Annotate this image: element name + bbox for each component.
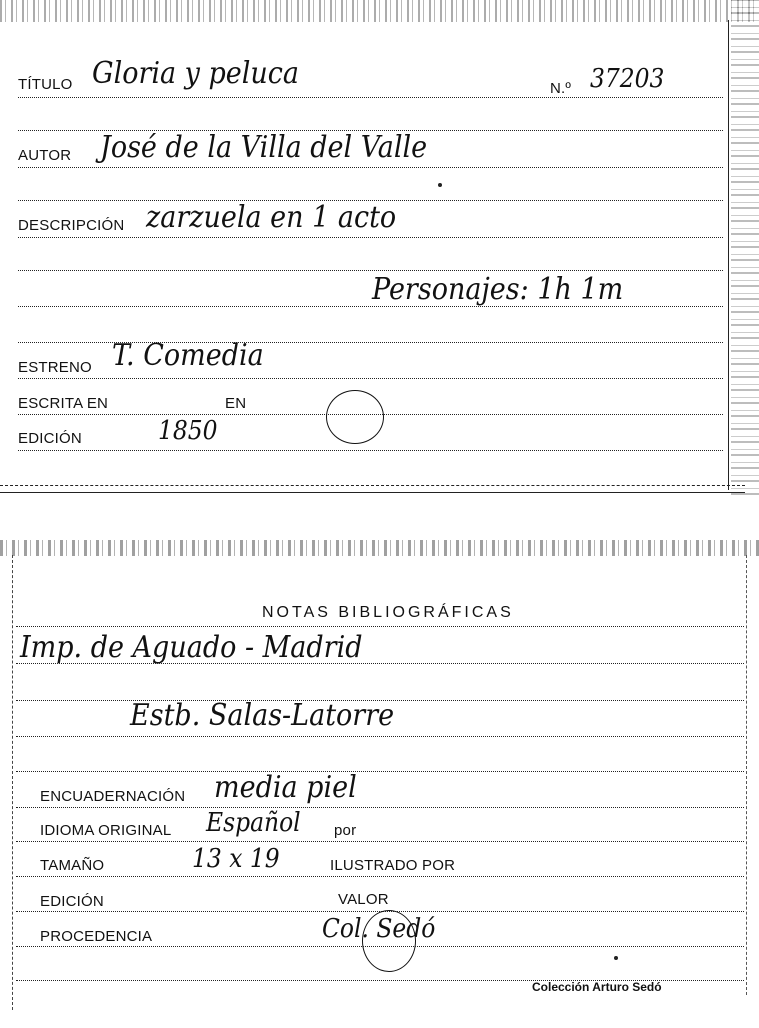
catalog-card-front: [0, 0, 759, 495]
card-border: [746, 555, 747, 995]
card-bottom-edge: [0, 492, 745, 493]
card-bottom-edge: [0, 485, 745, 488]
line-rule: [18, 97, 723, 98]
descripcion-label: DESCRIPCIÓN: [18, 217, 125, 234]
titulo-label: TÍTULO: [18, 76, 73, 93]
line-rule: [16, 700, 744, 701]
line-rule: [16, 807, 744, 808]
notas-heading: NOTAS BIBLIOGRÁFICAS: [262, 604, 514, 621]
line-rule: [16, 876, 744, 877]
en-label: EN: [225, 395, 247, 412]
encuadernacion-label: ENCUADERNACIÓN: [40, 788, 186, 805]
line-rule: [18, 167, 723, 168]
ink-mark: [614, 956, 618, 960]
valor-label: VALOR: [338, 891, 389, 908]
estreno-label: ESTRENO: [18, 359, 92, 376]
idioma-label: IDIOMA ORIGINAL: [40, 822, 172, 839]
stamp-circle: [362, 910, 416, 972]
tamano-value: 13 x 19: [192, 844, 280, 874]
card-edge-texture: [731, 0, 759, 495]
tamano-label: TAMAÑO: [40, 857, 105, 874]
escrita-en-label: ESCRITA EN: [18, 395, 109, 412]
numero-value: 37203: [590, 64, 665, 94]
nota-line-2: Estb. Salas-Latorre: [130, 698, 395, 733]
estreno-value: T. Comedia: [112, 338, 264, 373]
autor-label: AUTOR: [18, 147, 72, 164]
edicion-value: 1850: [158, 416, 218, 446]
autor-value: José de la Villa del Valle: [100, 130, 428, 165]
nota-line-1: Imp. de Aguado - Madrid: [20, 630, 363, 665]
line-rule: [16, 736, 744, 737]
card-border: [12, 555, 13, 1010]
line-rule: [16, 663, 744, 664]
line-rule: [16, 841, 744, 842]
card-edge-texture: [0, 540, 759, 556]
line-rule: [16, 771, 744, 772]
line-rule: [18, 237, 723, 238]
card-edge-texture: [0, 0, 759, 22]
procedencia-label: PROCEDENCIA: [40, 928, 153, 945]
line-rule: [16, 626, 744, 627]
ilustrado-label: ILUSTRADO POR: [330, 857, 456, 874]
line-rule: [18, 450, 723, 451]
line-rule: [18, 378, 723, 379]
edicion-label: EDICIÓN: [18, 430, 82, 447]
ink-mark: [438, 183, 442, 187]
line-rule: [16, 946, 744, 947]
por-label: por: [334, 822, 357, 839]
collection-footer: Colección Arturo Sedó: [532, 980, 662, 994]
stamp-circle: [326, 390, 384, 444]
personajes-value: Personajes: 1h 1m: [372, 272, 624, 307]
line-rule: [18, 306, 723, 307]
procedencia-value: Col. Sedó: [322, 914, 436, 944]
line-rule: [18, 270, 723, 271]
idioma-value: Español: [206, 808, 301, 838]
encuadernacion-value: media piel: [214, 770, 357, 805]
card-border: [728, 20, 729, 490]
edicion-bottom-label: EDICIÓN: [40, 893, 104, 910]
titulo-value: Gloria y peluca: [92, 56, 300, 91]
numero-label: N.º: [550, 80, 572, 97]
descripcion-value: zarzuela en 1 acto: [146, 200, 397, 235]
